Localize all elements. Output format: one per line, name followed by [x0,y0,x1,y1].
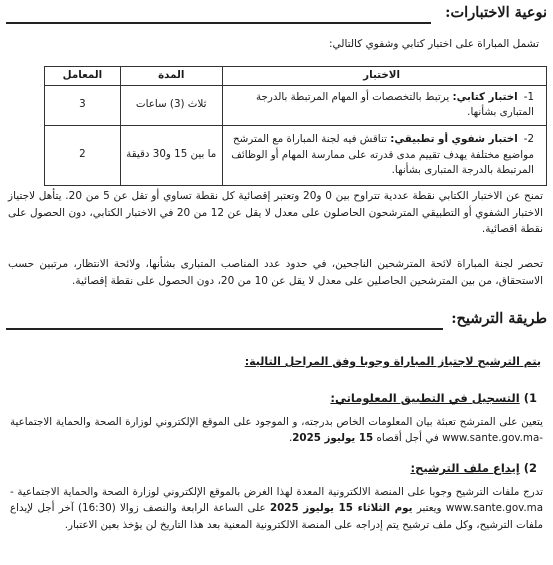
duration-cell: ثلاث (3) ساعات [120,86,222,126]
step1-heading [330,390,537,408]
exam-label: اختبار شفوي أو تطبيقي: [390,133,518,146]
step1-end: . [288,432,293,445]
step2-heading [410,460,537,478]
col-header-coef: المعامل [45,67,121,86]
exam-cell [222,86,546,126]
section-exams-rule [6,22,431,24]
section-exams-title: نوعية الاختبارات: [445,4,547,21]
table-row [45,86,547,126]
exam-description: يرتبط بالتخصصات أو المهام المرتبطة بالدرجة المتبارى بشأنها. [255,91,534,119]
col-header-duration: المدة [120,67,222,86]
ranking-paragraph: تحصر لجنة المباراة لائحة المترشحين الناجحين، في حدود عدد المناصب المتبارى بشأنها، ولائحة الانتظار، مرتبين حسب الاستحقاق، من بين المترشحين الحاصلين على معدل لا يقل عن 10 من 20، دون الحصول على نقطة إقصائية. [8,258,543,287]
step1-body [10,414,543,447]
exams-table-header [45,67,547,86]
step1-title: التسجيل في التطبيق المعلوماتي: [330,391,520,405]
step1-number: 1) [523,391,537,405]
exams-table [44,66,547,186]
exams-intro: تشمل المباراة على اختبار كتابي وشفوي كالتالي: [328,38,539,50]
step2-deadline: يوم الثلاثاء 15 يوليوز 2025 [269,502,413,515]
exam-cell [222,125,546,185]
step1-text-b: في أجل أقصاه [373,432,443,445]
row-number: 2- [523,133,534,146]
section-method-heading [451,310,547,328]
ministry-website-link[interactable]: -www.sante.gov.ma [442,432,543,445]
step2-title: إيداع ملف الترشيح: [410,461,520,475]
coef-cell: 3 [45,86,121,126]
exam-label: اختبار كتابي: [452,91,518,103]
step2-number: 2) [523,461,537,475]
method-lead: يتم الترشيح لاجتياز المباراة وجوبا وفق المراحل التالية: [244,355,541,368]
step2-text: تدرج ملفات الترشيح وجوبا على المنصة الالكترونية المعدة لهذا الغرض بالموقع الإلكتروني لوزارة الصحة والحماية الاجتماعية [17,486,543,498]
table-row [45,125,547,185]
section-exams-heading [445,4,547,22]
row-number: 1- [523,91,534,103]
section-method-rule [6,328,443,330]
exam-description: تناقش فيه لجنة المباراة مع المترشح مواضيع مختلفة يهدف تقييم مدى قدرته على ممارسة المهام أو الوظائف المرتبطة بالدرجة المتبارى بشأنها. [231,133,534,177]
scoring-paragraph: تمنح عن الاختبار الكتابي نقطة عددية تتراوح بين 0 و20 وتعتبر إقصائية كل نقطة تساوي أو تقل عن 5 من 20. يتأهل لاجتياز الاختبار الشفوي أو التطبيقي المترشحون الحاصلون على معدل لا يقل عن 12 من 20 في الاختبار الكتابي، دون الحصول على نقطة اقصائية. [8,190,543,236]
col-header-exam: الاختبار [222,67,546,86]
step1-deadline: 15 يوليوز 2025 [292,432,374,445]
step2-body [10,484,543,533]
duration-cell: ما بين 15 و30 دقيقة [120,125,222,185]
step2-text-c: على الساعة الرابعة والنصف زوالا (16:30) آخر أجل لإيداع ملفات الترشيح، وكل ملف ترشيح يتم إدراجه على المنصة الالكترونية المعنية بعد هذا التاريخ لن يؤخذ بعين الاعتبار. [10,502,543,531]
step1-text: يتعين على المترشح تعبئة بيان المعلومات الخاص بدرجته، و الموجود على الموقع الإلكتروني لوزارة الصحة والحماية الاجتماعية [10,416,543,428]
ministry-platform-link[interactable]: -www.sante.gov.ma [10,486,544,515]
section-method-title: طريقة الترشيح: [451,310,547,327]
coef-cell: 2 [45,125,121,185]
step2-text-b: ويعتبر [412,502,446,515]
